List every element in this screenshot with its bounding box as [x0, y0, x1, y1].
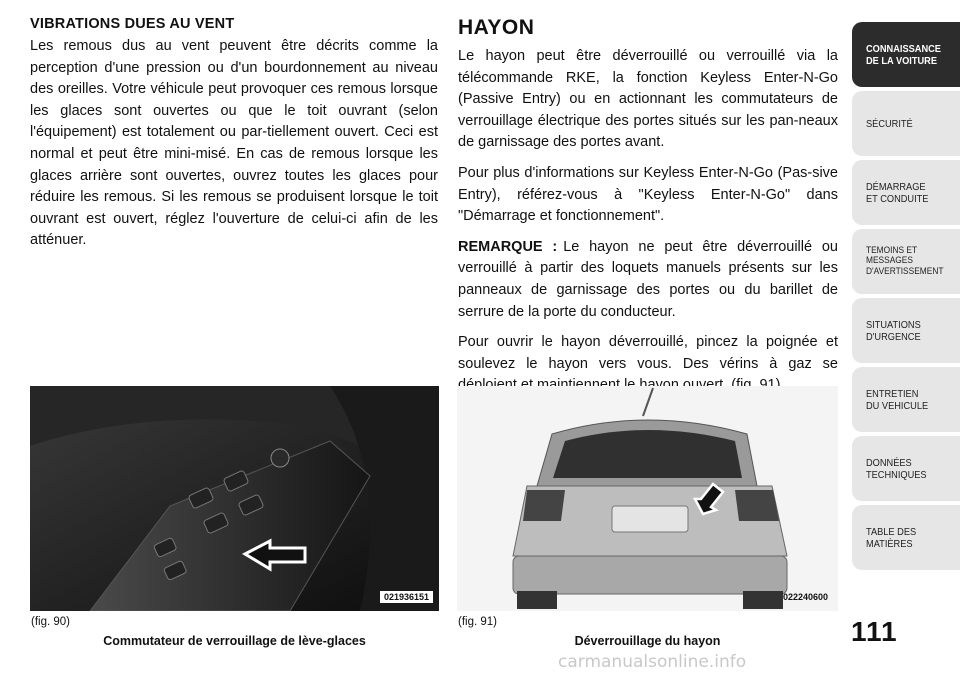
- watermark: carmanualsonline.info: [558, 652, 747, 672]
- window-switch-illustration: [30, 386, 439, 611]
- remark-paragraph: [458, 237, 838, 323]
- tab-label: SÉCURITÉ: [866, 117, 913, 130]
- figure-90-caption: Commutateur de verrouillage de lève-glaces: [103, 634, 366, 648]
- tab-temoins[interactable]: [852, 229, 960, 294]
- tab-label: DONNÉES TECHNIQUES: [866, 456, 927, 481]
- tab-entretien[interactable]: [852, 367, 960, 432]
- remark-label: REMARQUE :: [458, 238, 558, 255]
- tab-situations[interactable]: [852, 298, 960, 363]
- vibrations-paragraph: Les remous dus au vent peuvent être décrits comme la perception d'une pression ou d'un bourdonnement au niveau des oreilles. Votre véhicule peut provoquer ces remous lorsque les glaces sont ouvertes ou que le toit ouvrant (selon l'équipement) est totalement ou par-tiellement ouvert. Ceci est normal et peut être mini-misé. En cas de remous lorsque les glaces arrière sont ouvertes, ouvrez toutes les glaces pour réduire les remous. Si les remous se produisent lorsque le toit ouvrant est ouvert, réglez l'ouverture de celui-ci afin de les atténuer.: [30, 38, 438, 249]
- tab-label: TABLE DES MATIÈRES: [866, 525, 917, 550]
- tab-donnees[interactable]: [852, 436, 960, 501]
- tab-label: SITUATIONS D'URGENCE: [866, 318, 921, 343]
- figure-91-code: 022240600: [782, 592, 828, 602]
- figure-90-code: 021936151: [380, 591, 433, 603]
- figure-90-number: (fig. 90): [31, 616, 70, 628]
- tab-label: TEMOINS ET MESSAGES D'AVERTISSEMENT: [866, 244, 944, 277]
- hayon-paragraph-3: Pour ouvrir le hayon déverrouillé, pincez la poignée et soulevez le hayon vers vous. Des vérins à gaz se: [458, 334, 838, 372]
- figure-90-image: [30, 386, 439, 611]
- tab-connaissance[interactable]: [852, 22, 960, 87]
- tab-label: DÉMARRAGE ET CONDUITE: [866, 180, 929, 205]
- page-number: 111: [851, 616, 898, 647]
- left-column: [30, 16, 438, 261]
- remark-text: Le hayon ne peut être déverrouillé ou verrouillé à partir des loquets manuels présents sur les panneaux de garnissage des portes ou du barillet de serrure de la porte du conducteur.: [458, 238, 838, 320]
- tab-demarrage[interactable]: [852, 160, 960, 225]
- section-heading-hayon: HAYON: [458, 16, 535, 39]
- figure-91-caption: Déverrouillage du hayon: [574, 634, 721, 648]
- tab-label: CONNAISSANCE DE LA VOITURE: [866, 42, 941, 67]
- figure-91-image: [457, 386, 838, 611]
- hayon-paragraph-1: Le hayon peut être déverrouillé ou verrouillé via la télécommande RKE, la fonction Keyless Enter-N-Go (Passive Entry) ou en actionnant les commutateurs de verrouillage électrique des portes situés sur les pan-neaux de garnissage des portes avant.: [458, 48, 838, 151]
- tab-securite[interactable]: [852, 91, 960, 156]
- tab-label: ENTRETIEN DU VEHICULE: [866, 387, 929, 412]
- section-heading-vibrations: VIBRATIONS DUES AU VENT: [30, 16, 235, 32]
- tab-table-des-matieres[interactable]: [852, 505, 960, 570]
- right-column: [458, 16, 838, 406]
- figure-91-number: (fig. 91): [458, 616, 497, 628]
- liftgate-illustration: [457, 386, 838, 611]
- hayon-paragraph-2: Pour plus d'informations sur Keyless Enter-N-Go (Pas-sive Entry), référez-vous à "Keyless Enter-N-Go" dans "Démarrage et fonctionnement".: [458, 164, 838, 225]
- chapter-tabs: [852, 22, 960, 574]
